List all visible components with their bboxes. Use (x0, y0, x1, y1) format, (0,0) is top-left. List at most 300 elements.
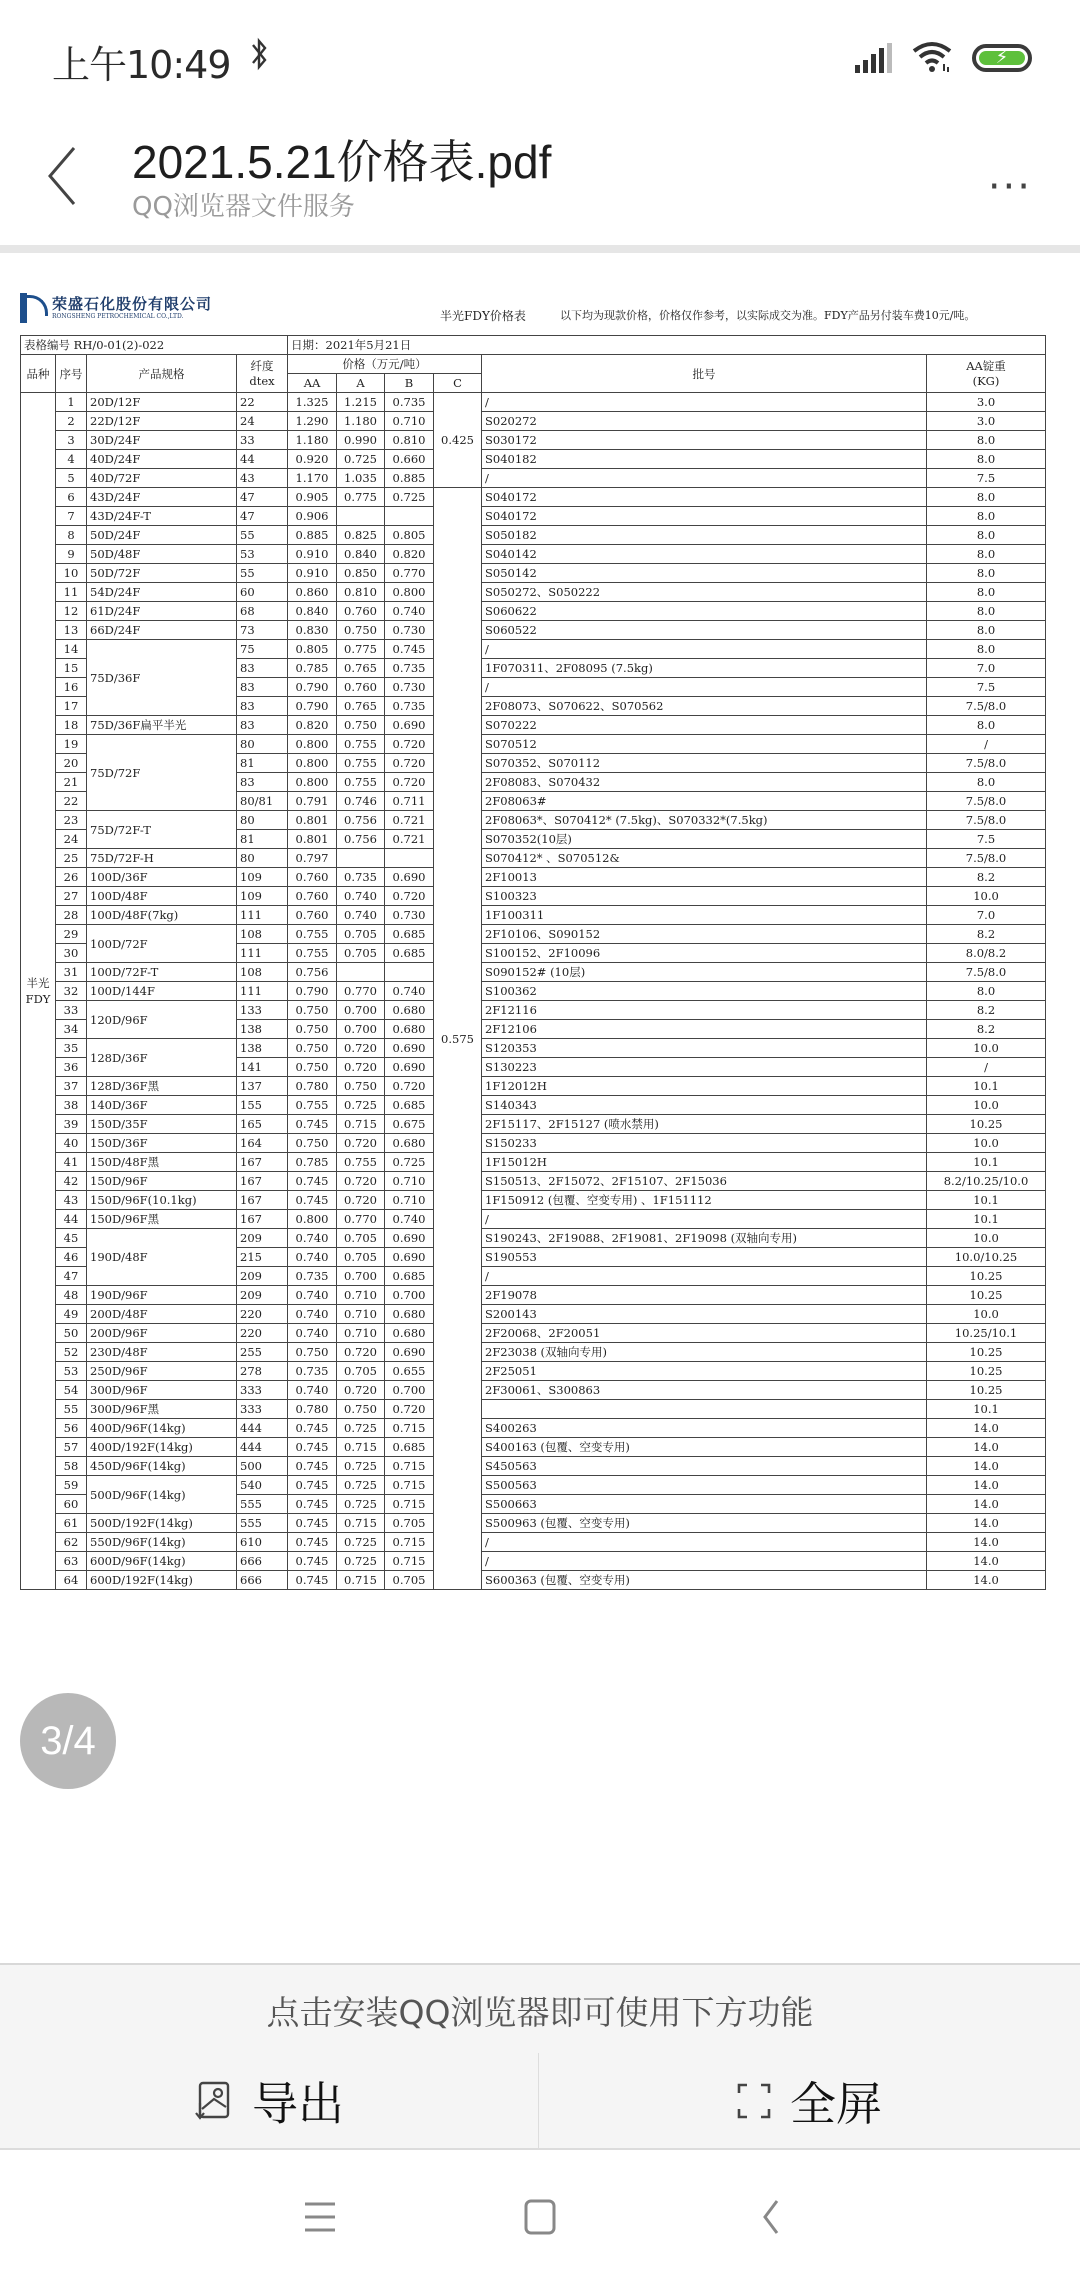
price-b-cell: 0.740 (385, 982, 434, 1001)
spec-cell: 250D/96F (87, 1362, 237, 1381)
batch-cell: / (482, 1552, 927, 1571)
status-bar (0, 0, 1080, 110)
batch-cell: S190553 (482, 1248, 927, 1267)
price-a-cell: 0.700 (337, 1001, 385, 1020)
spec-cell: 200D/48F (87, 1305, 237, 1324)
logo-mark-icon (20, 293, 46, 323)
batch-cell: 2F25051 (482, 1362, 927, 1381)
col-seq: 序号 (56, 355, 87, 393)
seq-cell: 29 (56, 925, 87, 944)
price-b-cell: 0.715 (385, 1476, 434, 1495)
table-row (21, 526, 1046, 545)
price-b-cell: 0.680 (385, 1305, 434, 1324)
price-a-cell: 0.810 (337, 583, 385, 602)
price-b-cell: 0.730 (385, 678, 434, 697)
price-aa-cell: 0.906 (288, 507, 337, 526)
price-aa-cell: 1.170 (288, 469, 337, 488)
table-row (21, 1400, 1046, 1419)
weight-cell: 14.0 (927, 1514, 1046, 1533)
dtex-cell: 255 (237, 1343, 288, 1362)
spec-cell: 43D/24F-T (87, 507, 237, 526)
price-b-cell: 0.735 (385, 659, 434, 678)
weight-cell: 8.2 (927, 868, 1046, 887)
variety-cell: 半光 FDY (21, 393, 56, 1590)
dtex-cell: 209 (237, 1267, 288, 1286)
batch-cell: S050272、S050222 (482, 583, 927, 602)
file-subtitle: QQ浏览器文件服务 (132, 192, 355, 222)
charging-bolt-icon: ⚡ (995, 47, 1009, 69)
price-a-cell: 0.705 (337, 925, 385, 944)
table-row (21, 507, 1046, 526)
table-row (21, 1115, 1046, 1134)
price-aa-cell: 0.797 (288, 849, 337, 868)
dtex-cell: 666 (237, 1571, 288, 1590)
file-title: 2021.5.21价格表.pdf (132, 136, 552, 188)
table-row (21, 1210, 1046, 1229)
weight-cell: 10.25 (927, 1343, 1046, 1362)
price-a-cell: 1.180 (337, 412, 385, 431)
dtex-cell: 75 (237, 640, 288, 659)
seq-cell: 38 (56, 1096, 87, 1115)
weight-cell: 8.0 (927, 773, 1046, 792)
seq-cell: 3 (56, 431, 87, 450)
export-label: 导出 (252, 2077, 344, 2131)
price-aa-cell: 0.785 (288, 1153, 337, 1172)
dtex-cell: 68 (237, 602, 288, 621)
weight-cell: 7.5/8.0 (927, 849, 1046, 868)
price-b-cell: 0.685 (385, 1438, 434, 1457)
weight-cell: 7.5/8.0 (927, 963, 1046, 982)
price-aa-cell: 0.905 (288, 488, 337, 507)
seq-cell: 62 (56, 1533, 87, 1552)
price-aa-cell: 0.745 (288, 1514, 337, 1533)
batch-cell: 2F10013 (482, 868, 927, 887)
batch-cell: 1F100311 (482, 906, 927, 925)
weight-cell: 8.0 (927, 564, 1046, 583)
price-aa-cell: 0.801 (288, 830, 337, 849)
spec-cell: 128D/36F黑 (87, 1077, 237, 1096)
fullscreen-button[interactable] (540, 2053, 1078, 2149)
spec-cell: 50D/72F (87, 564, 237, 583)
back-button[interactable] (38, 140, 88, 210)
price-a-cell: 0.725 (337, 1495, 385, 1514)
seq-cell: 26 (56, 868, 87, 887)
weight-cell: 8.0 (927, 621, 1046, 640)
price-b-cell: 0.685 (385, 944, 434, 963)
weight-cell: 7.5/8.0 (927, 697, 1046, 716)
dtex-cell: 555 (237, 1495, 288, 1514)
price-aa-cell: 0.735 (288, 1267, 337, 1286)
price-b-cell: 0.720 (385, 754, 434, 773)
weight-cell: / (927, 735, 1046, 754)
more-options-button[interactable] (988, 164, 1032, 210)
weight-cell: 8.0 (927, 602, 1046, 621)
table-row (21, 1438, 1046, 1457)
weight-cell: 7.0 (927, 906, 1046, 925)
seq-cell: 23 (56, 811, 87, 830)
batch-cell: 1F070311、2F08095 (7.5kg) (482, 659, 927, 678)
price-b-cell: 0.690 (385, 1058, 434, 1077)
batch-cell: S070352(10层) (482, 830, 927, 849)
price-b-cell: 0.721 (385, 811, 434, 830)
price-a-cell: 0.715 (337, 1571, 385, 1590)
sheet-date: 日期：2021年5月21日 (288, 336, 1046, 355)
batch-cell: 1F150912 (包覆、空变专用) 、1F151112 (482, 1191, 927, 1210)
menu-button[interactable] (290, 2192, 350, 2242)
batch-cell: / (482, 1210, 927, 1229)
home-button[interactable] (510, 2192, 570, 2242)
price-a-cell: 0.770 (337, 1210, 385, 1229)
table-row (21, 716, 1046, 735)
spec-cell: 128D/36F (87, 1039, 237, 1077)
spec-cell: 300D/96F黑 (87, 1400, 237, 1419)
dtex-cell: 55 (237, 564, 288, 583)
batch-cell: 1F12012H (482, 1077, 927, 1096)
more-icon: ··· (987, 164, 1032, 210)
batch-cell: S400163 (包覆、空变专用) (482, 1438, 927, 1457)
dtex-cell: 81 (237, 830, 288, 849)
seq-cell: 63 (56, 1552, 87, 1571)
table-row (21, 1324, 1046, 1343)
spec-cell: 150D/96F黑 (87, 1210, 237, 1229)
form-number: 表格编号 RH/0-01(2)-022 (21, 336, 288, 355)
batch-cell: S150233 (482, 1134, 927, 1153)
batch-cell: / (482, 393, 927, 412)
batch-cell: S020272 (482, 412, 927, 431)
table-row (21, 849, 1046, 868)
batch-cell: S190243、2F19088、2F19081、2F19098 (双轴向专用) (482, 1229, 927, 1248)
price-a-cell (337, 963, 385, 982)
dtex-cell: 167 (237, 1210, 288, 1229)
price-aa-cell: 0.756 (288, 963, 337, 982)
price-a-cell: 0.756 (337, 811, 385, 830)
price-aa-cell: 0.735 (288, 1362, 337, 1381)
batch-cell: S060522 (482, 621, 927, 640)
seq-cell: 54 (56, 1381, 87, 1400)
seq-cell: 52 (56, 1343, 87, 1362)
batch-cell (482, 1400, 927, 1419)
price-aa-cell: 0.745 (288, 1476, 337, 1495)
export-button[interactable] (0, 2053, 539, 2149)
price-aa-cell: 0.740 (288, 1324, 337, 1343)
price-a-cell: 0.750 (337, 1400, 385, 1419)
weight-cell: 14.0 (927, 1552, 1046, 1571)
seq-cell: 50 (56, 1324, 87, 1343)
batch-cell: S090152# (10层) (482, 963, 927, 982)
dtex-cell: 333 (237, 1400, 288, 1419)
weight-cell: 8.0 (927, 716, 1046, 735)
seq-cell: 57 (56, 1438, 87, 1457)
price-a-cell: 0.756 (337, 830, 385, 849)
spec-cell: 100D/144F (87, 982, 237, 1001)
fullscreen-label: 全屏 (790, 2077, 882, 2131)
price-a-cell: 0.715 (337, 1514, 385, 1533)
spec-cell: 500D/192F(14kg) (87, 1514, 237, 1533)
table-row (21, 1039, 1046, 1058)
price-a-cell: 0.720 (337, 1058, 385, 1077)
price-a-cell: 0.840 (337, 545, 385, 564)
spec-cell: 75D/72F-H (87, 849, 237, 868)
spec-cell: 30D/24F (87, 431, 237, 450)
batch-cell: S040172 (482, 507, 927, 526)
spec-cell: 190D/48F (87, 1229, 237, 1286)
price-a-cell: 0.720 (337, 1191, 385, 1210)
seq-cell: 20 (56, 754, 87, 773)
export-icon (194, 2079, 234, 2123)
fullscreen-icon (736, 2081, 772, 2121)
spec-cell: 43D/24F (87, 488, 237, 507)
col-weight: AA锭重 (KG) (927, 355, 1046, 393)
dtex-cell: 80/81 (237, 792, 288, 811)
page-indicator: 3/4 (20, 1693, 116, 1789)
col-aa: AA (288, 374, 337, 393)
seq-cell: 42 (56, 1172, 87, 1191)
table-row (21, 1172, 1046, 1191)
price-b-cell: 0.720 (385, 1400, 434, 1419)
price-aa-cell: 0.745 (288, 1571, 337, 1590)
weight-cell: 8.0 (927, 545, 1046, 564)
price-a-cell: 0.850 (337, 564, 385, 583)
dtex-cell: 109 (237, 887, 288, 906)
dtex-cell: 138 (237, 1039, 288, 1058)
price-aa-cell: 0.805 (288, 640, 337, 659)
batch-cell: / (482, 1267, 927, 1286)
dtex-cell: 80 (237, 849, 288, 868)
price-aa-cell: 0.755 (288, 944, 337, 963)
dtex-cell: 43 (237, 469, 288, 488)
price-aa-cell: 0.745 (288, 1495, 337, 1514)
weight-cell: 8.0 (927, 431, 1046, 450)
price-a-cell: 0.760 (337, 678, 385, 697)
price-a-cell: 0.710 (337, 1305, 385, 1324)
table-row (21, 640, 1046, 659)
price-aa-cell: 0.800 (288, 1210, 337, 1229)
table-row (21, 887, 1046, 906)
seq-cell: 32 (56, 982, 87, 1001)
seq-cell: 16 (56, 678, 87, 697)
spec-cell: 100D/48F(7kg) (87, 906, 237, 925)
price-a-cell (337, 849, 385, 868)
batch-cell: S500563 (482, 1476, 927, 1495)
batch-cell: S050142 (482, 564, 927, 583)
spec-cell: 40D/24F (87, 450, 237, 469)
dtex-cell: 53 (237, 545, 288, 564)
table-row (21, 1362, 1046, 1381)
seq-cell: 11 (56, 583, 87, 602)
weight-cell: 8.2 (927, 925, 1046, 944)
batch-cell: 2F30061、S300863 (482, 1381, 927, 1400)
price-a-cell: 1.215 (337, 393, 385, 412)
seq-cell: 27 (56, 887, 87, 906)
price-b-cell: 0.810 (385, 431, 434, 450)
weight-cell: 10.25 (927, 1286, 1046, 1305)
pdf-viewer[interactable] (0, 253, 1080, 1963)
seq-cell: 34 (56, 1020, 87, 1039)
price-aa-cell: 0.860 (288, 583, 337, 602)
price-a-cell: 0.740 (337, 887, 385, 906)
price-a-cell: 0.725 (337, 1096, 385, 1115)
weight-cell: 14.0 (927, 1533, 1046, 1552)
dtex-cell: 167 (237, 1172, 288, 1191)
price-c-cell: 0.575 (434, 488, 482, 1590)
price-aa-cell: 0.840 (288, 602, 337, 621)
batch-cell: S050182 (482, 526, 927, 545)
spec-cell: 150D/96F (87, 1172, 237, 1191)
price-aa-cell: 0.800 (288, 735, 337, 754)
price-a-cell: 0.705 (337, 1248, 385, 1267)
seq-cell: 48 (56, 1286, 87, 1305)
price-b-cell: 0.690 (385, 1229, 434, 1248)
spec-cell: 61D/24F (87, 602, 237, 621)
batch-cell: S100152、2F10096 (482, 944, 927, 963)
batch-cell: S070352、S070112 (482, 754, 927, 773)
weight-cell: 10.1 (927, 1210, 1046, 1229)
dtex-cell: 167 (237, 1153, 288, 1172)
spec-cell: 75D/72F-T (87, 811, 237, 849)
weight-cell: 3.0 (927, 412, 1046, 431)
dtex-cell: 44 (237, 450, 288, 469)
table-row (21, 1552, 1046, 1571)
weight-cell: 10.25 (927, 1362, 1046, 1381)
chevron-left-icon (38, 140, 88, 210)
dtex-cell: 80 (237, 811, 288, 830)
batch-cell: S070512 (482, 735, 927, 754)
price-b-cell: 0.680 (385, 1020, 434, 1039)
price-aa-cell: 0.755 (288, 925, 337, 944)
price-b-cell: 0.805 (385, 526, 434, 545)
price-b-cell: 0.715 (385, 1457, 434, 1476)
col-a: A (337, 374, 385, 393)
weight-cell: 8.0/8.2 (927, 944, 1046, 963)
weight-cell: 10.1 (927, 1077, 1046, 1096)
seq-cell: 28 (56, 906, 87, 925)
weight-cell: 10.0 (927, 1096, 1046, 1115)
price-a-cell: 0.755 (337, 735, 385, 754)
spec-cell: 100D/72F (87, 925, 237, 963)
spec-cell: 190D/96F (87, 1286, 237, 1305)
dtex-cell: 108 (237, 963, 288, 982)
price-a-cell: 0.720 (337, 1134, 385, 1153)
price-a-cell: 0.750 (337, 621, 385, 640)
price-aa-cell: 0.745 (288, 1172, 337, 1191)
weight-cell: 3.0 (927, 393, 1046, 412)
weight-cell: 10.1 (927, 1191, 1046, 1210)
spec-cell: 100D/48F (87, 887, 237, 906)
signal-icon (855, 43, 892, 73)
price-b-cell: 0.735 (385, 697, 434, 716)
table-row (21, 412, 1046, 431)
spec-cell: 22D/12F (87, 412, 237, 431)
spec-cell: 20D/12F (87, 393, 237, 412)
spec-cell: 140D/36F (87, 1096, 237, 1115)
spec-cell: 100D/36F (87, 868, 237, 887)
dtex-cell: 610 (237, 1533, 288, 1552)
seq-cell: 37 (56, 1077, 87, 1096)
seq-cell: 41 (56, 1153, 87, 1172)
price-aa-cell: 0.740 (288, 1229, 337, 1248)
batch-cell: / (482, 1533, 927, 1552)
price-aa-cell: 0.745 (288, 1115, 337, 1134)
batch-cell: S070412* 、S070512& (482, 849, 927, 868)
price-b-cell: 0.685 (385, 1096, 434, 1115)
batch-cell: / (482, 640, 927, 659)
table-row (21, 1514, 1046, 1533)
price-b-cell: 0.690 (385, 1248, 434, 1267)
seq-cell: 31 (56, 963, 87, 982)
seq-cell: 19 (56, 735, 87, 754)
price-b-cell: 0.710 (385, 412, 434, 431)
status-time: 上午10:49 (52, 43, 231, 87)
price-a-cell: 0.755 (337, 1153, 385, 1172)
price-aa-cell: 0.745 (288, 1552, 337, 1571)
weight-cell: 8.2/10.25/10.0 (927, 1172, 1046, 1191)
price-table-body (21, 393, 1046, 1590)
batch-cell: 2F08073、S070622、S070562 (482, 697, 927, 716)
dtex-cell: 108 (237, 925, 288, 944)
seq-cell: 14 (56, 640, 87, 659)
price-a-cell: 0.725 (337, 1476, 385, 1495)
table-row (21, 431, 1046, 450)
price-b-cell: 0.715 (385, 1552, 434, 1571)
price-b-cell: 0.800 (385, 583, 434, 602)
wifi-icon (910, 39, 954, 77)
install-tip[interactable]: 点击安装QQ浏览器即可使用下方功能 (266, 1993, 814, 2032)
price-b-cell: 0.721 (385, 830, 434, 849)
table-row (21, 811, 1046, 830)
price-a-cell: 0.735 (337, 868, 385, 887)
price-aa-cell: 0.800 (288, 754, 337, 773)
batch-cell: 2F23038 (双轴向专用) (482, 1343, 927, 1362)
price-aa-cell: 0.800 (288, 773, 337, 792)
seq-cell: 6 (56, 488, 87, 507)
seq-cell: 43 (56, 1191, 87, 1210)
table-row (21, 488, 1046, 507)
batch-cell: S120353 (482, 1039, 927, 1058)
spec-cell: 150D/96F(10.1kg) (87, 1191, 237, 1210)
dtex-cell: 209 (237, 1286, 288, 1305)
seq-cell: 39 (56, 1115, 87, 1134)
spec-cell: 150D/36F (87, 1134, 237, 1153)
dtex-cell: 109 (237, 868, 288, 887)
battery-charging-icon (972, 44, 1032, 72)
batch-cell: S450563 (482, 1457, 927, 1476)
price-aa-cell: 1.180 (288, 431, 337, 450)
price-aa-cell: 0.760 (288, 868, 337, 887)
table-row (21, 1001, 1046, 1020)
batch-cell: S040142 (482, 545, 927, 564)
batch-cell: 2F08063*、S070412* (7.5kg)、S070332*(7.5kg) (482, 811, 927, 830)
price-a-cell: 0.765 (337, 659, 385, 678)
dtex-cell: 111 (237, 906, 288, 925)
dtex-cell: 111 (237, 982, 288, 1001)
price-a-cell: 0.746 (337, 792, 385, 811)
dtex-cell: 33 (237, 431, 288, 450)
price-a-cell: 1.035 (337, 469, 385, 488)
weight-cell: 8.0 (927, 640, 1046, 659)
nav-back-button[interactable] (740, 2192, 800, 2242)
table-row (21, 963, 1046, 982)
dtex-cell: 165 (237, 1115, 288, 1134)
batch-cell: S200143 (482, 1305, 927, 1324)
spec-cell: 50D/24F (87, 526, 237, 545)
price-aa-cell: 0.910 (288, 564, 337, 583)
dtex-cell: 111 (237, 944, 288, 963)
table-row (21, 469, 1046, 488)
batch-cell: S040172 (482, 488, 927, 507)
price-a-cell: 0.990 (337, 431, 385, 450)
price-aa-cell: 0.790 (288, 982, 337, 1001)
seq-cell: 46 (56, 1248, 87, 1267)
